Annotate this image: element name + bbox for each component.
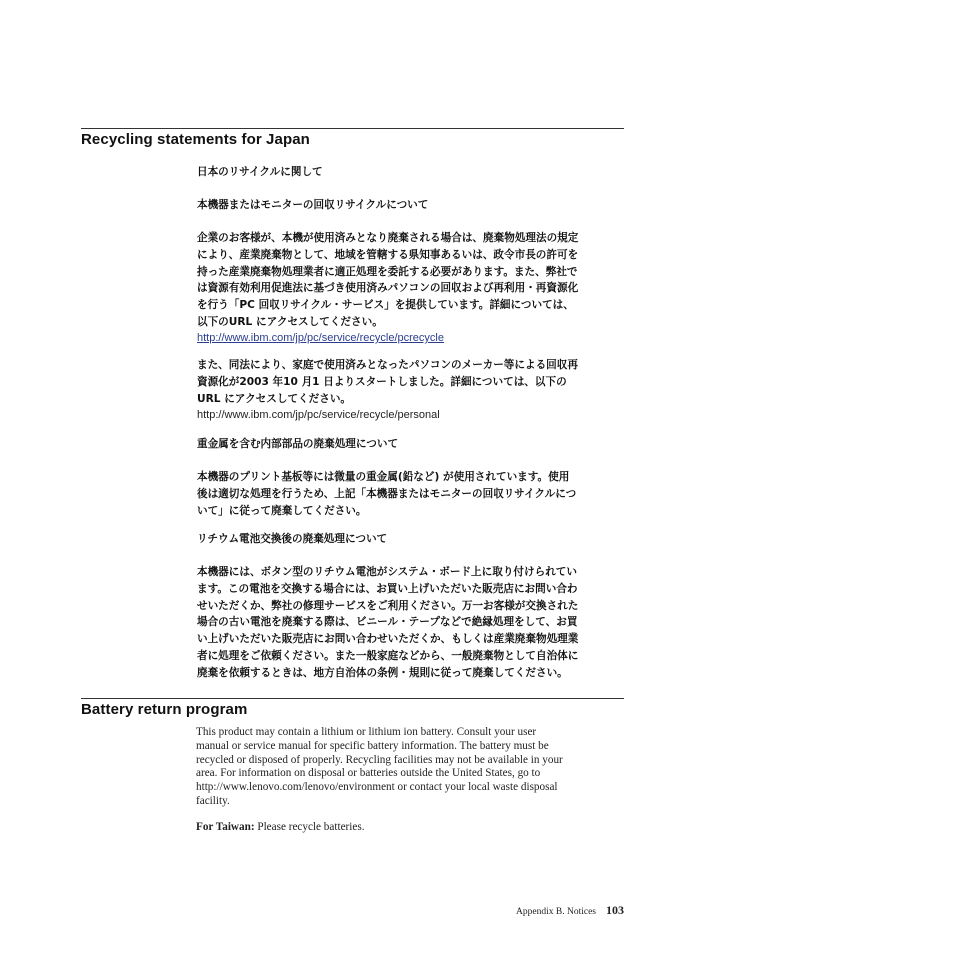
paragraph-line: 持った産業廃棄物処理業者に適正処理を委託する必要があります。また、弊社で [197, 265, 578, 278]
paragraph-line: ます。この電池を交換する場合には、お買い上げいただいた販売店にお問い合わ [197, 582, 578, 595]
paragraph-line: 後は適切な処理を行うため、上記「本機器またはモニターの回収リサイクルにつ [197, 487, 577, 500]
subheading-text: リチウム電池交換後の廃棄処理について [197, 533, 388, 545]
subheading-text: 本機器またはモニターの回収リサイクルについて [197, 199, 429, 211]
footer-section-title: Appendix B. Notices [516, 907, 596, 917]
japan-subheading-3 [197, 436, 627, 453]
paragraph-line: This product may contain a lithium or lithium ion battery. Consult your user [196, 726, 537, 738]
paragraph-line: 企業のお客様が、本機が使用済みとなり廃棄される場合は、廃棄物処理法の規定 [197, 232, 579, 244]
taiwan-text: Please recycle batteries. [254, 821, 365, 833]
paragraph-line: URL にアクセスしてください。 [197, 392, 352, 405]
paragraph-line: 本機器には、ボタン型のリチウム電池がシステム・ボード上に取り付けられてい [197, 566, 577, 578]
japan-subheading-2 [197, 197, 627, 214]
paragraph-line: 以下のURL にアクセスしてください。 [197, 315, 383, 328]
japan-paragraph-2 [197, 357, 627, 407]
paragraph-line: により、産業廃棄物として、地域を管轄する県知事あるいは、政令市長の許可を [197, 248, 579, 261]
subheading-text: 重金属を含む内部部品の廃棄処理について [197, 438, 399, 450]
paragraph-line: い上げいただいた販売店にお問い合わせいただくか、もしくは産業廃棄物処理業 [197, 633, 579, 646]
japan-subheading-1 [197, 164, 627, 181]
japan-paragraph-3 [197, 469, 627, 519]
japan-paragraph-1 [197, 230, 627, 331]
section-heading-japan: Recycling statements for Japan [81, 131, 310, 148]
taiwan-label: For Taiwan: [196, 821, 255, 833]
section-heading-battery: Battery return program [81, 701, 248, 718]
personal-recycle-url: http://www.ibm.com/jp/pc/service/recycle/personal [197, 409, 440, 421]
paragraph-line: また、同法により、家庭で使用済みとなったパソコンのメーカー等による回収再 [197, 359, 578, 371]
page-footer [516, 901, 624, 919]
paragraph-line: を行う「PC 回収リサイクル・サービス」を提供しています。詳細については、 [197, 299, 574, 312]
paragraph-line: area. For information on disposal or batteries outside the United States, go to [196, 767, 541, 780]
taiwan-line [196, 821, 626, 835]
paragraph-line: 場合の古い電池を廃棄する際は、ビニール・テープなどで絶縁処理をして、お買 [197, 616, 578, 629]
paragraph-line: 本機器のプリント基板等には微量の重金属(鉛など) が使用されています。使用 [197, 471, 570, 483]
paragraph-line: 者に処理をご依頼ください。また一般家庭などから、一般廃棄物として自治体に [197, 649, 579, 662]
paragraph-line: いて」に従って廃棄してください。 [197, 504, 367, 517]
paragraph-line: は資源有効利用促進法に基づき使用済みパソコンの回収および再利用・再資源化 [197, 282, 579, 295]
subheading-text: 日本のリサイクルに関して [197, 166, 323, 178]
paragraph-line: 廃棄を依頼するときは、地方自治体の条例・規則に従って廃棄してください。 [197, 666, 568, 679]
paragraph-line: せいただくか、弊社の修理サービスをご利用ください。万一お客様が交換された [197, 599, 579, 612]
section-rule [81, 698, 624, 699]
battery-paragraph [196, 726, 626, 809]
page-number: 103 [606, 903, 624, 917]
paragraph-line: recycled or disposed of properly. Recycling facilities may not be available in your [196, 753, 563, 766]
pcrecycle-link[interactable]: http://www.ibm.com/jp/pc/service/recycle/pcrecycle [197, 332, 444, 344]
taiwan-note [196, 821, 626, 835]
section-rule [81, 128, 624, 129]
paragraph-line: 資源化が2003 年10 月1 日よりスタートしました。詳細については、以下の [197, 375, 567, 388]
paragraph-line: facility. [196, 794, 230, 807]
japan-paragraph-4 [197, 564, 627, 682]
japan-subheading-4 [197, 531, 627, 548]
paragraph-line: manual or service manual for specific battery information. The battery must be [196, 739, 549, 752]
paragraph-line: http://www.lenovo.com/lenovo/environment or contact your local waste disposal [196, 781, 558, 794]
